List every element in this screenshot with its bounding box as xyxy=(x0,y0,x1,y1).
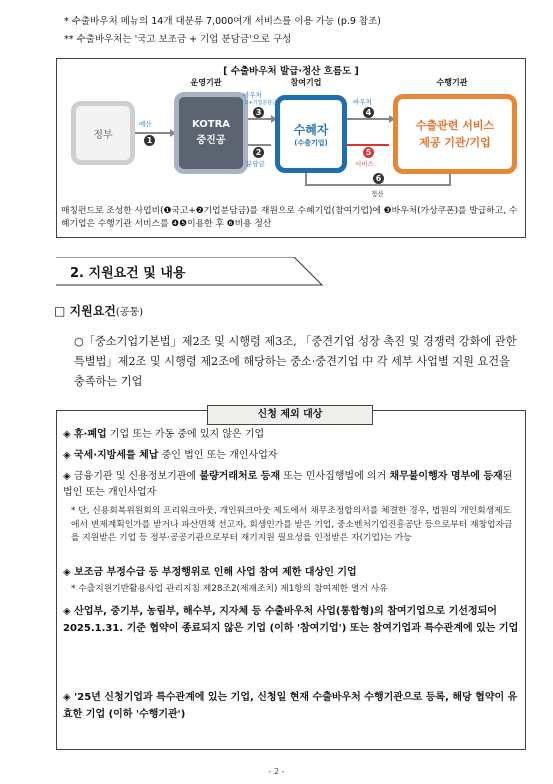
flow-settle: 정산 xyxy=(371,190,384,198)
beneficiary-line-2: (수출기업) xyxy=(294,138,328,147)
flow-budget: 예산 xyxy=(139,120,152,128)
executor-box xyxy=(393,94,517,174)
item-text: 기업 또는 가동 중에 있지 않은 기업 xyxy=(106,429,265,440)
flow-voucher-sub: (국고+기업분담금) xyxy=(237,100,279,106)
requirements-body: ○「중소기업기본법」제2조 및 시행령 제3조, 「중견기업 성장 촉진 및 경쟁력 강화에 관한 특별법」제2조 및 시행령 제2조에 해당하는 중소·중견기업 中 각 세부 사업별 지원 요건을 충족하는 기업 xyxy=(74,335,517,388)
step-5-icon: 5 xyxy=(363,147,374,158)
diamond-bullet-icon: ◈ xyxy=(63,567,71,578)
beneficiary-line-1: 수혜자 xyxy=(293,122,329,137)
exclusion-item-6 xyxy=(63,689,519,723)
diamond-bullet-icon: ◈ xyxy=(63,606,71,617)
flow-voucher-2: 바우처 xyxy=(353,98,372,106)
item-bold: 산업부, 중기부, 농림부, 해수부, 지자체 등 수출바우처 사업(통합형)의 참여기업으로 기선정되어 2025.1.31. 기준 협약이 종료되지 않은 기업 (이하 '참여기업') 또는 참여기업과 특수관계에 있는 기업 xyxy=(63,606,519,634)
note-1: * 수출바우처 메뉴의 14개 대분류 7,000여개 서비스를 이용 가능 (p.9 참조) xyxy=(64,16,381,27)
item-bold: 불량거래처로 등재 xyxy=(199,471,281,482)
step-2-icon: 2 xyxy=(253,147,264,158)
exclusion-note-2: * 수출지원기반활용사업 관리지침 제28조2(제재조치) 제1항의 참여제한 열거 사유 xyxy=(71,584,388,594)
item-text: 중인 법인 또는 개인사업자 xyxy=(158,450,278,461)
beneficiary-box xyxy=(275,95,347,173)
exclusion-note-1: * 단, 신용회복위원회의 프리워크아웃, 개인워크아웃 제도에서 채무조정합의서를 체결한 경우, 법원의 개인회생제도에서 변제계획인가를 받거나 파산면책 선고자, 회생인가를 받은 기업, 중소벤처기업진흥공단 등으로부터 재창업자금을 지원받은 기업 등 정부·공공기관으로부터 재기지원 필요성을 인정받은 자(기업)는 가능 xyxy=(71,506,513,543)
voucher-flow-diagram xyxy=(56,58,526,238)
item-bold-2: 채무불이행자 명부에 등재 xyxy=(389,471,503,482)
flow-share: 분담금 xyxy=(246,160,265,168)
exclusion-item-4 xyxy=(63,565,519,581)
item-bold: 보조금 부정수급 등 부정행위로 인해 사업 참여 제한 대상인 기업 xyxy=(70,567,357,578)
executor-line-2: 제공 기관/기업 xyxy=(419,136,491,149)
executor-line-1: 수출관련 서비스 xyxy=(415,119,495,132)
exclusion-box xyxy=(56,410,526,750)
operator-line-2: 중진공 xyxy=(196,135,226,146)
government-label: 정부 xyxy=(93,129,113,141)
government-box xyxy=(71,101,135,165)
label-participant: 참여기업 xyxy=(290,78,322,87)
label-executor: 수행기관 xyxy=(436,78,468,87)
requirements-heading-text: 지원요건 xyxy=(69,304,116,318)
item-text-2: 된 법인 또는 개인사업자 xyxy=(63,471,513,498)
item-bold: 국세·지방세를 체납 xyxy=(73,450,159,461)
item-pre: 금융기관 및 신용정보기관에 xyxy=(70,471,200,482)
exclusion-item-1 xyxy=(63,427,519,443)
label-operator: 운영기관 xyxy=(190,78,222,87)
item-bold: '25년 신청기업과 특수관계에 있는 기업, 신청일 현재 수출바우처 수행기관으로 등록, 해당 협약이 유효한 기업 (이하 '수행기관') xyxy=(63,692,518,720)
section-title: 2. 지원요건 및 내용 xyxy=(70,266,186,281)
note-2: ** 수출바우처는 '국고 보조금 + 기업 분담금'으로 구성 xyxy=(64,34,292,45)
flow-service: 서비스 xyxy=(355,160,374,168)
item-bold: 휴·폐업 xyxy=(73,429,107,440)
exclusion-item-3 xyxy=(63,469,519,500)
step-6-icon: 6 xyxy=(373,173,384,184)
diamond-bullet-icon: ◈ xyxy=(63,429,71,440)
exclusion-item-5 xyxy=(63,603,519,637)
checkbox-square-icon: □ xyxy=(54,304,66,318)
step-4-icon: 4 xyxy=(363,107,374,118)
item-text: 또는 민사집행법에 의거 xyxy=(280,471,387,482)
operator-line-1: KOTRA xyxy=(191,119,231,130)
diagram-footer: 매칭펀드로 조성한 사업비(❶국고+❷기업분담금)를 재원으로 수혜기업(참여기업)에 ❸바우처(가상쿠폰)를 발급하고, 수혜기업은 수행기관 서비스를 ❹❺이용한 후 ❻비용 정산 xyxy=(61,206,518,229)
flow-voucher: 바우처 xyxy=(243,91,262,99)
step-1-icon: 1 xyxy=(144,135,155,146)
requirements-heading xyxy=(54,302,143,319)
exclusion-item-2 xyxy=(63,448,519,464)
requirements-heading-suffix: (공통) xyxy=(115,307,144,318)
page-number: - 2 - xyxy=(268,767,285,776)
exclusion-title: 신청 제외 대상 xyxy=(207,405,373,425)
diamond-bullet-icon: ◈ xyxy=(63,471,71,482)
diagram-title: [ 수출바우처 발급·정산 흐름도 ] xyxy=(223,66,359,77)
step-3-icon: 3 xyxy=(253,107,264,118)
diamond-bullet-icon: ◈ xyxy=(63,450,71,461)
diamond-bullet-icon: ◈ xyxy=(63,692,71,703)
